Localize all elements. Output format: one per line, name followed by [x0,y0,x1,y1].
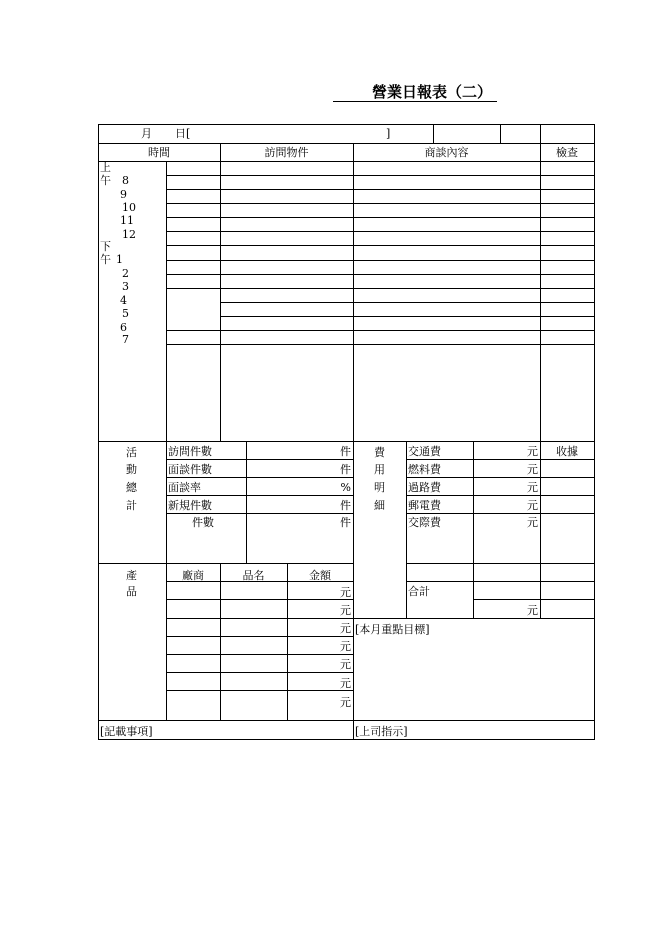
hour-label: 4 [120,294,127,307]
product-header-amount: 金額 [309,569,331,582]
expense-section-char: 明 [374,481,385,494]
product-section-char: 品 [126,585,137,598]
product-amount-unit: 元 [340,604,351,617]
pm-label-1: 下 [100,240,111,253]
product-amount-unit: 元 [340,640,351,653]
activity-row-unit: 件 [340,463,351,476]
hour-label: 2 [122,267,129,280]
expense-total-label: 合計 [408,585,430,598]
hour-label: 10 [122,201,136,214]
hour-label: 6 [120,321,127,334]
expense-row-label: 燃料費 [408,463,441,476]
hour-label: 9 [120,188,127,201]
expense-row-unit: 元 [527,463,538,476]
notes-label: [記載事項] [100,725,153,738]
activity-row-label: 新規件數 [168,499,212,512]
expense-row-unit: 元 [527,481,538,494]
activity-row-label: 件數 [192,516,214,529]
date-month-label: 月 [141,127,152,140]
activity-row-unit: % [340,481,351,494]
header-visit-target: 訪問物件 [264,146,309,159]
date-bracket-close: ] [386,127,391,140]
activity-row-label: 面談率 [168,481,201,494]
header-negotiation-content: 商談內容 [424,146,469,159]
expense-section-char: 費 [374,446,385,459]
expense-row-label: 交際費 [408,516,441,529]
receipt-header: 收據 [556,445,578,458]
product-amount-unit: 元 [340,677,351,690]
hour-label: 3 [122,280,129,293]
product-amount-unit: 元 [340,586,351,599]
expense-row-unit: 元 [527,499,538,512]
date-day-label: 日[ [175,127,191,140]
hour-label: 5 [122,307,129,320]
expense-row-label: 交通費 [408,445,441,458]
expense-total-unit: 元 [527,604,538,617]
hour-label: 1 [116,253,123,266]
activity-row-unit: 件 [340,516,351,529]
monthly-goal-label: [本月重點目標] [355,623,430,636]
hour-label: 12 [122,228,136,241]
header-time: 時間 [148,146,170,159]
product-header-item: 品名 [242,569,265,582]
product-amount-unit: 元 [340,658,351,671]
hour-label: 8 [122,174,129,187]
product-amount-unit: 元 [340,696,351,709]
am-label-2: 午 [100,174,111,187]
product-section-char: 產 [126,569,137,582]
activity-section-char: 計 [126,499,137,512]
activity-row-unit: 件 [340,499,351,512]
activity-section-char: 活 [126,446,137,459]
header-check: 檢查 [556,146,578,159]
activity-row-label: 訪問件數 [168,445,212,458]
expense-row-label: 郵電費 [408,499,441,512]
activity-row-label: 面談件數 [168,463,212,476]
hour-label: 11 [120,214,134,227]
expense-section-char: 用 [374,463,385,476]
hour-label: 7 [122,333,129,346]
product-amount-unit: 元 [340,622,351,635]
product-header-vendor: 廠商 [182,569,204,582]
am-label-1: 上 [100,161,111,174]
supervisor-instructions-label: [上司指示] [355,725,408,738]
expense-row-label: 過路費 [408,481,441,494]
page-title: 營業日報表（二） [333,84,497,102]
expense-row-unit: 元 [527,516,538,529]
activity-section-char: 動 [126,463,137,476]
expense-row-unit: 元 [527,445,538,458]
activity-row-unit: 件 [340,445,351,458]
activity-section-char: 總 [126,481,137,494]
expense-section-char: 細 [374,499,385,512]
pm-label-2: 午 [100,253,111,266]
